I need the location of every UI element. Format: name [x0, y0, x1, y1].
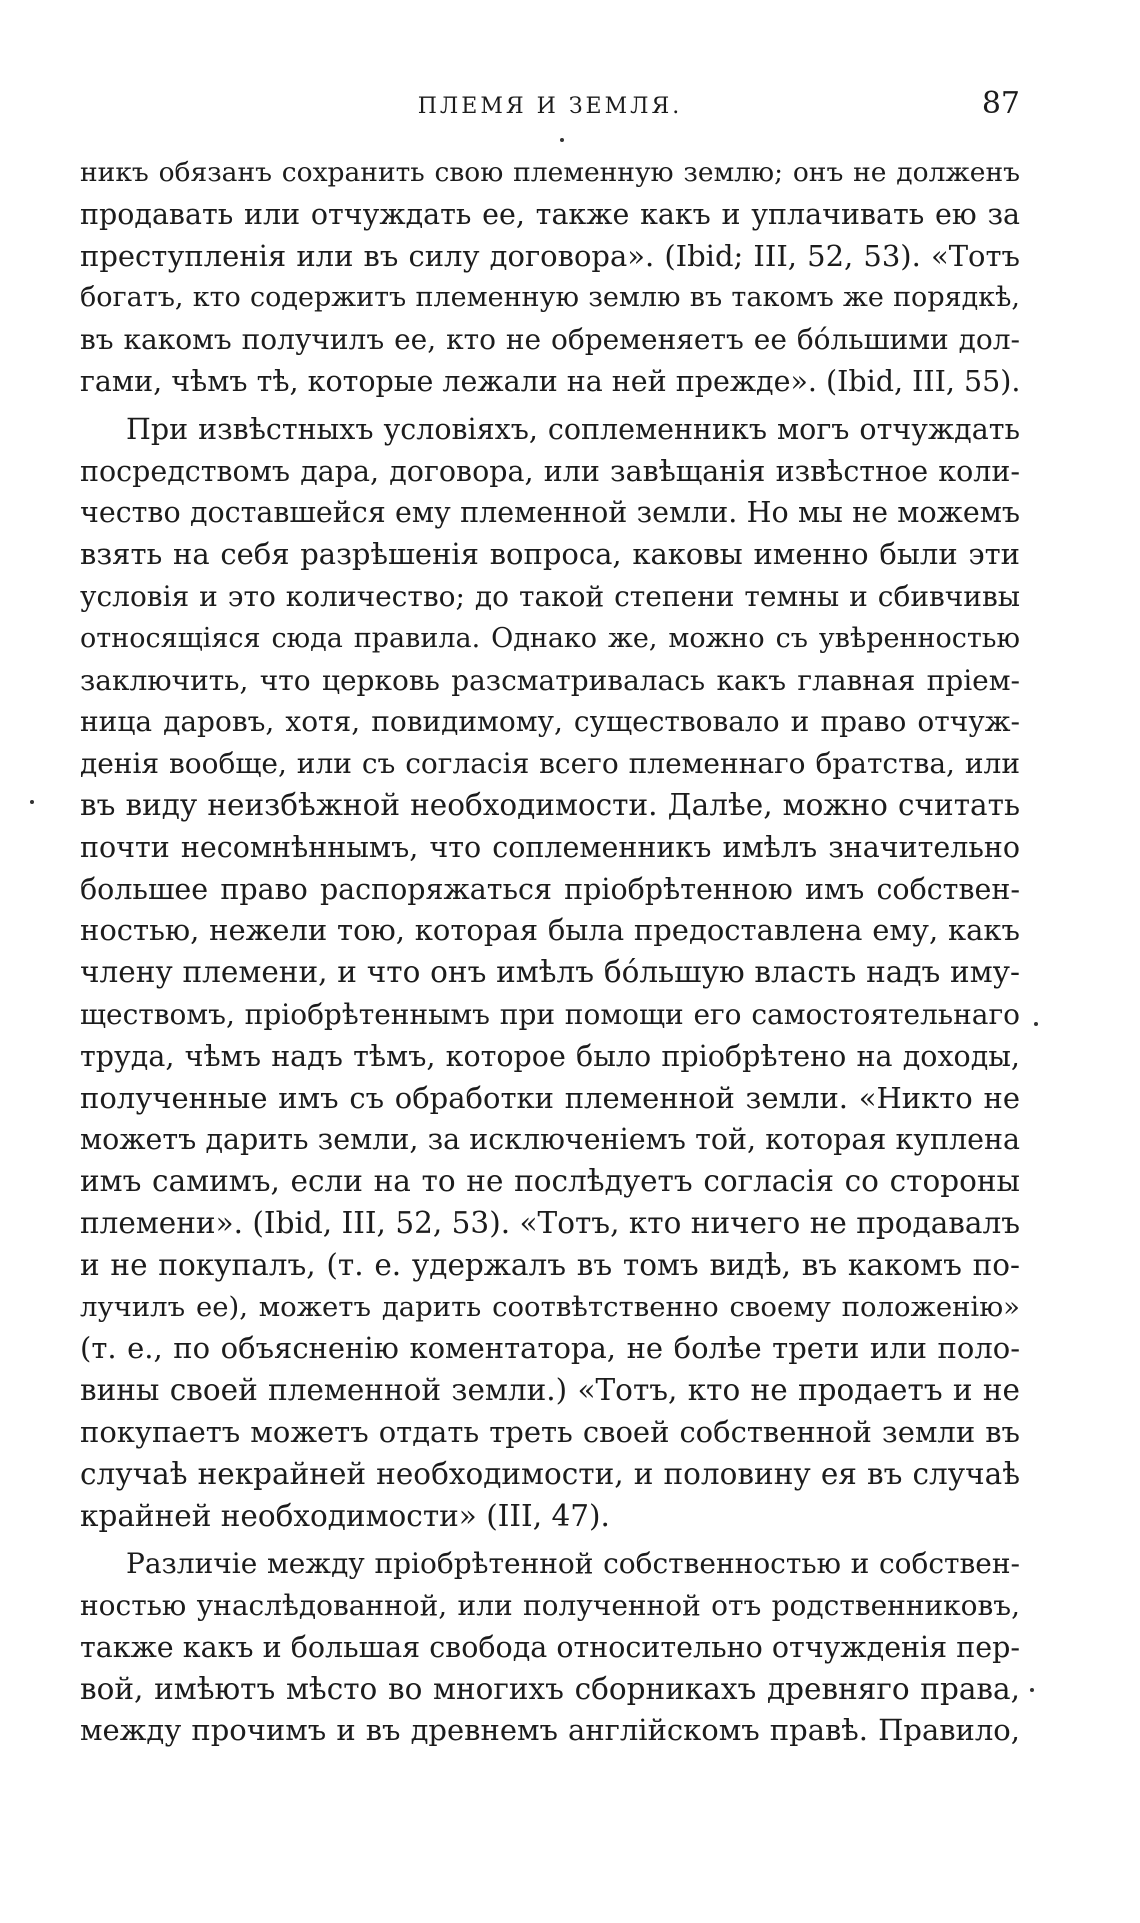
text-line: между прочимъ и въ древнемъ англійскомъ правѣ. Правило,	[80, 1713, 1020, 1748]
text-line: денія вообще, или съ согласія всего племеннаго братства, или	[80, 747, 1020, 781]
text-line: относящіяся сюда правила. Однако же, можно съ увѣренностью	[80, 622, 1020, 654]
text-line: условія и это количество; до такой степени темны и сбивчивы	[80, 579, 1020, 613]
text-line: ностью, нежели тою, которая была предоставлена ему, какъ	[80, 913, 1020, 948]
text-line: взять на себя разрѣшенія вопроса, каковы именно были эти	[80, 537, 1020, 572]
print-speck	[1030, 1688, 1034, 1692]
text-line: можетъ дарить земли, за исключеніемъ той, которая куплена	[80, 1123, 1020, 1157]
text-line: чество доставшейся ему племенной земли. Но мы не можемъ	[80, 496, 1020, 530]
text-line: ница даровъ, хотя, повидимому, существовало и право отчуж-	[80, 705, 1020, 739]
text-line: (т. е., по объясненію коментатора, не болѣе трети или поло-	[80, 1331, 1020, 1366]
text-line: также какъ и большая свобода относительно отчужденія пер-	[80, 1630, 1020, 1664]
text-line: почти несомнѣннымъ, что соплеменникъ имѣлъ значительно	[80, 830, 1020, 864]
text-line: лучилъ ее), можетъ дарить соотвѣтственно своему положенію»	[80, 1290, 1020, 1323]
paragraph	[80, 1543, 1020, 1752]
text-line: Различіе между пріобрѣтенной собственностью и собствен-	[126, 1547, 1020, 1581]
paragraph	[80, 152, 1020, 403]
text-line: продавать или отчуждать ее, также какъ и уплачивать ею за	[80, 197, 1020, 231]
text-line: и не покупалъ, (т. е. удержалъ въ томъ видѣ, въ какомъ по-	[80, 1247, 1020, 1282]
text-line: племени». (Ibid, III, 52, 53). «Тотъ, кто ничего не продавалъ	[80, 1205, 1020, 1240]
text-line: ществомъ, пріобрѣтеннымъ при помощи его самостоятельнаго	[80, 997, 1020, 1031]
text-line: имъ самимъ, если на то не послѣдуетъ согласія со стороны	[80, 1164, 1020, 1199]
text-line: члену племени, и что онъ имѣлъ бóльшую власть надъ иму-	[80, 955, 1020, 990]
running-head	[80, 86, 1020, 126]
print-speck	[560, 138, 564, 142]
text-line: крайней необходимости» (III, 47).	[80, 1498, 610, 1533]
text-line: никъ обязанъ сохранить свою племенную землю; онъ не долженъ	[80, 157, 1020, 188]
print-speck	[1034, 1022, 1038, 1026]
text-line: большее право распоряжаться пріобрѣтенною имъ собствен-	[80, 872, 1020, 906]
text-line: въ виду неизбѣжной необходимости. Далѣе, можно считать	[80, 787, 1020, 822]
running-title: ПЛЕМЯ И ЗЕМЛЯ.	[417, 94, 683, 119]
page-number: 87	[981, 86, 1020, 121]
text-line: въ какомъ получилъ ее, кто не обременяетъ ее бóльшими дол-	[80, 323, 1020, 357]
text-line: полученные имъ съ обработки племенной земли. «Никто не	[80, 1080, 1020, 1115]
text-line: ностью унаслѣдованной, или полученной отъ родственниковъ,	[80, 1589, 1020, 1623]
text-line: покупаетъ можетъ отдать треть своей собственной земли въ	[80, 1414, 1020, 1449]
text-line: гами, чѣмъ тѣ, которые лежали на ней прежде». (Ibid, III, 55).	[80, 364, 1021, 398]
text-line: При извѣстныхъ условіяхъ, соплеменникъ могъ отчуждать	[126, 412, 1020, 446]
text-line: преступленія или въ силу договора». (Ibid; III, 52, 53). «Тотъ	[80, 238, 1020, 273]
paragraph	[80, 409, 1020, 1538]
text-line: посредствомъ дара, договора, или завѣщанія извѣстное коли-	[80, 454, 1020, 488]
text-line: вой, имѣютъ мѣсто во многихъ сборникахъ древняго права,	[80, 1671, 1020, 1706]
text-line: случаѣ некрайней необходимости, и половину ея въ случаѣ	[80, 1456, 1020, 1491]
text-line: вины своей племенной земли.) «Тотъ, кто не продаетъ и не	[80, 1373, 1020, 1408]
text-line: богатъ, кто содержитъ племенную землю въ такомъ же порядкѣ,	[80, 282, 1020, 314]
body-text	[80, 152, 1020, 1752]
text-line: заключить, что церковь разсматривалась какъ главная пріем-	[80, 663, 1020, 697]
print-speck	[30, 800, 34, 804]
text-line: труда, чѣмъ надъ тѣмъ, которое было пріобрѣтено на доходы,	[80, 1039, 1020, 1073]
